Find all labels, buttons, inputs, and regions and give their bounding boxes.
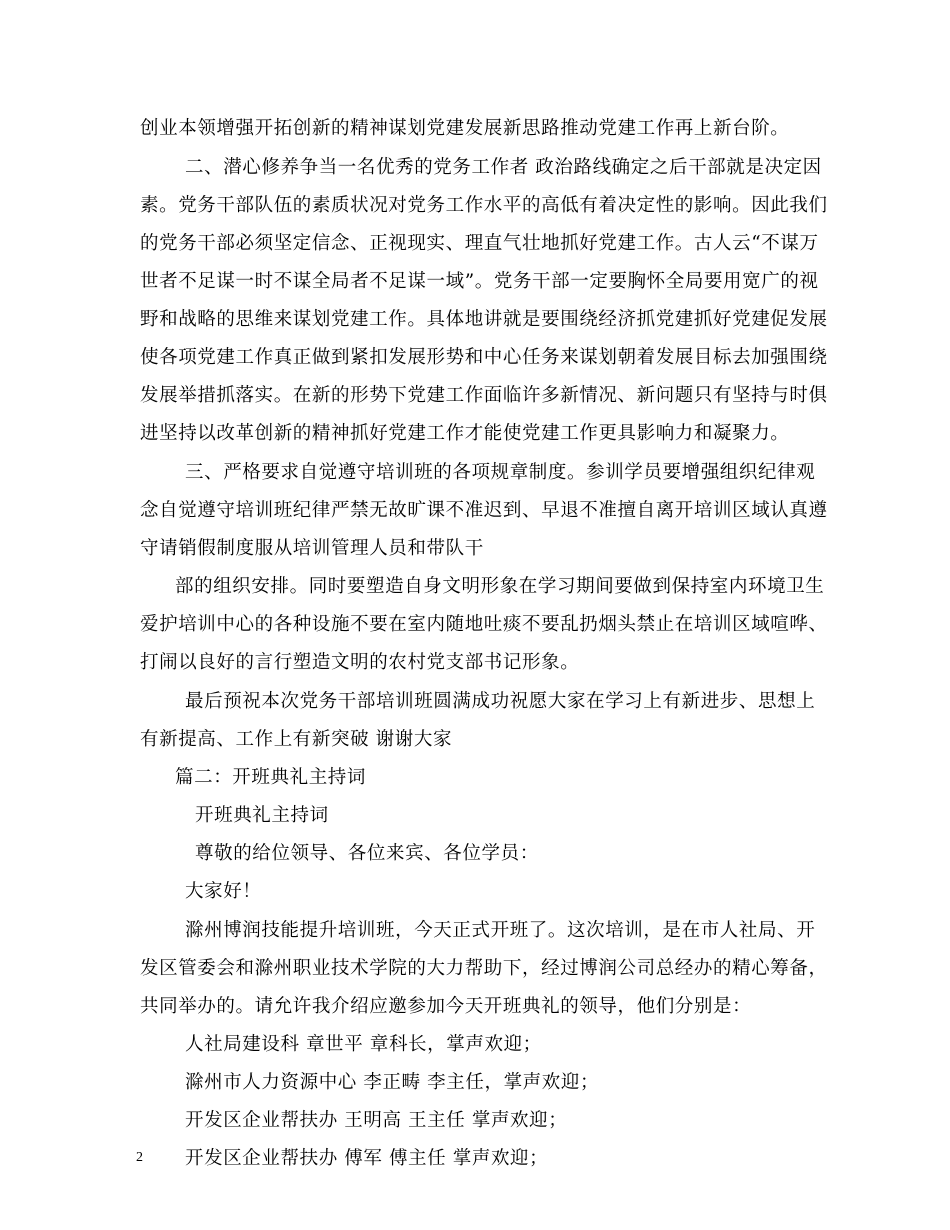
text-line: 创业本领增强开拓创新的精神谋划党建发展新思路推动党建工作再上新台阶。 (140, 118, 790, 139)
text-line: 的党务干部必须坚定信念、正视现实、理直气壮地抓好党建工作。古人云“不谋万 (140, 233, 819, 254)
text-line: 大家好！ (185, 881, 262, 902)
text-line: 开发区企业帮扶办 王明高 王主任 掌声欢迎； (185, 1110, 568, 1131)
text-line: 三、严格要求自觉遵守培训班的各项规章制度。参训学员要增强组织纪律观 (185, 462, 816, 483)
text-line: 发区管委会和滁州职业技术学院的大力帮助下，经过博润公司总经办的精心筹备， (140, 958, 828, 979)
text-line: 尊敬的给位领导、各位来宾、各位学员： (195, 843, 539, 864)
text-line: 发展举措抓落实。在新的形势下党建工作面临许多新情况、新问题只有坚持与时俱 (140, 385, 828, 406)
text-line: 使各项党建工作真正做到紧扣发展形势和中心任务来谋划朝着发展目标去加强围绕 (140, 347, 828, 368)
text-line: 共同举办的。请允许我介绍应邀参加今天开班典礼的领导，他们分别是： (140, 996, 752, 1017)
text-line: 打闹以良好的言行塑造文明的农村党支部书记形象。 (140, 652, 580, 673)
text-line: 滁州博润技能提升培训班，今天正式开班了。这次培训，是在市人社局、开 (185, 920, 816, 941)
text-line: 野和战略的思维来谋划党建工作。具体地讲就是要围绕经济抓党建抓好党建促发展 (140, 309, 828, 330)
text-line: 二、潜心修养争当一名优秀的党务工作者 政治路线确定之后干部就是决定因 (185, 157, 822, 178)
text-line: 篇二：开班典礼主持词 (175, 767, 367, 788)
text-line: 爱护培训中心的各种设施不要在室内随地吐痰不要乱扔烟头禁止在培训区域喧哗、 (140, 614, 828, 635)
text-line: 念自觉遵守培训班纪律严禁无故旷课不准迟到、早退不准擅自离开培训区域认真遵 (140, 500, 828, 521)
text-line: 人社局建设科 章世平 章科长，掌声欢迎； (185, 1034, 542, 1055)
page-number: 2 (136, 1150, 143, 1165)
text-line: 部的组织安排。同时要塑造自身文明形象在学习期间要做到保持室内环境卫生 (175, 576, 825, 597)
text-line: 世者不足谋一时不谋全局者不足谋一域”。党务干部一定要胸怀全局要用宽广的视 (140, 271, 819, 292)
text-line: 滁州市人力资源中心 李正畴 李主任，掌声欢迎； (185, 1072, 600, 1093)
text-line: 有新提高、工作上有新突破 谢谢大家 (140, 729, 453, 750)
text-line: 开发区企业帮扶办 傅军 傅主任 掌声欢迎； (185, 1148, 549, 1169)
text-line: 进坚持以改革创新的精神抓好党建工作才能使党建工作更具影响力和凝聚力。 (140, 423, 790, 444)
text-line: 守请销假制度服从培训管理人员和带队干 (140, 538, 484, 559)
text-line: 开班典礼主持词 (195, 805, 329, 826)
text-line: 素。党务干部队伍的素质状况对党务工作水平的高低有着决定性的影响。因此我们 (140, 195, 828, 216)
text-line: 最后预祝本次党务干部培训班圆满成功祝愿大家在学习上有新进步、思想上 (185, 691, 816, 712)
